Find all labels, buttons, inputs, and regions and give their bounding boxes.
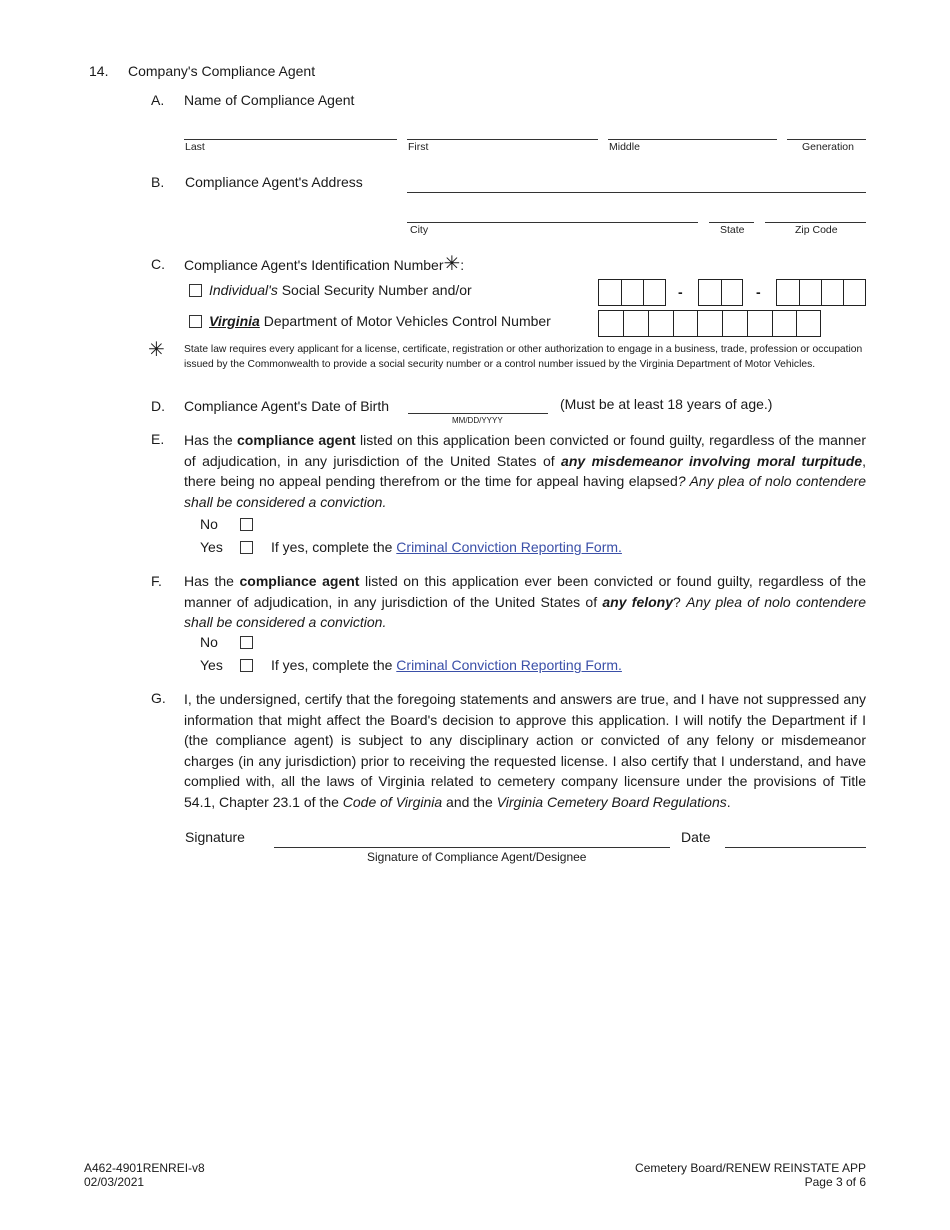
ssn-note: State law requires every applicant for a license, certificate, registration or other authorization to engage in a business, trade, profession or occupation issued by the Commonwealth to provide a social security number or a control number issued by the Virginia Department of Motor Vehicles. (184, 344, 863, 370)
item-g-letter: G. (151, 690, 166, 706)
first-name-field[interactable] (407, 139, 598, 140)
item-a-letter: A. (151, 92, 165, 108)
dmv-checkbox[interactable] (189, 315, 202, 328)
ssn-box-group-1[interactable] (598, 279, 666, 306)
ssn-dash-1: - (678, 284, 683, 300)
item-c-colon: : (460, 257, 465, 273)
dmv-label-text: Department of Motor Vehicles Control Number (263, 313, 551, 329)
state-label: State (720, 224, 745, 236)
e-yes-text: If yes, complete the Criminal Conviction Reporting Form. (271, 539, 622, 555)
item-c-letter: C. (151, 256, 165, 272)
middle-name-field[interactable] (608, 139, 777, 140)
signature-label: Signature (185, 829, 245, 845)
page-number: Page 3 of 6 (804, 1175, 866, 1189)
dmv-label (209, 313, 551, 329)
date-field[interactable] (725, 847, 866, 848)
f-yes-checkbox[interactable] (240, 659, 253, 672)
dmv-bold: Virginia (209, 313, 260, 329)
ssn-box-group-2[interactable] (698, 279, 743, 306)
signature-field[interactable] (274, 847, 670, 848)
dob-note: (Must be at least 18 years of age.) (560, 396, 773, 412)
e-yes-label: Yes (200, 539, 223, 555)
section-number: 14. (89, 63, 109, 79)
first-label: First (408, 141, 429, 153)
form-id: A462-4901RENREI-v8 (84, 1161, 205, 1175)
ssn-dash-2: - (756, 284, 761, 300)
f-no-label: No (200, 634, 218, 650)
last-name-field[interactable] (184, 139, 397, 140)
item-f-question: Has the compliance agent listed on this application ever been convicted or found guilty, regardless of the manner of adjudication, in any jurisdiction of the United States of any felony? Any plea of nolo contendere shall be considered a conviction. (184, 573, 867, 630)
item-f-letter: F. (151, 573, 162, 589)
ssn-italic: Individual's (209, 282, 278, 298)
e-conviction-form-link[interactable]: Criminal Conviction Reporting Form. (396, 539, 622, 555)
item-a-label: Name of Compliance Agent (184, 92, 355, 108)
form-date: 02/03/2021 (84, 1175, 145, 1189)
ssn-label (209, 282, 428, 298)
f-conviction-form-link[interactable]: Criminal Conviction Reporting Form. (396, 657, 622, 673)
item-b-label: Compliance Agent's Address (185, 174, 363, 190)
signature-sublabel: Signature of Compliance Agent/Designee (367, 850, 587, 864)
note-asterisk-icon: ✳ (148, 339, 165, 361)
board-name: Cemetery Board/RENEW REINSTATE APP (635, 1161, 866, 1175)
address-field[interactable] (407, 192, 866, 193)
ssn-box-group-3[interactable] (776, 279, 866, 306)
generation-label: Generation (802, 141, 854, 153)
city-label: City (410, 224, 429, 236)
dob-field[interactable] (408, 413, 548, 414)
e-no-checkbox[interactable] (240, 518, 253, 531)
generation-field[interactable] (787, 139, 866, 140)
zip-label: Zip Code (795, 224, 838, 236)
section-title: Company's Compliance Agent (128, 63, 316, 79)
zip-field[interactable] (765, 222, 866, 223)
item-e-question: Has the compliance agent listed on this application been convicted or found guilty, regardless of the manner of adjudication, in any jurisdiction of the United States of any misdemeanor involving moral turpitude, there being no appeal pending therefrom or the time for appeal having elapsed? Any plea of nolo contendere shall be considered a conviction. (184, 432, 866, 510)
e-no-label: No (200, 516, 218, 532)
middle-label: Middle (609, 141, 640, 153)
item-c-label: Compliance Agent's Identification Number (184, 257, 444, 273)
item-d-label: Compliance Agent's Date of Birth (184, 398, 390, 414)
and-or-label: and/or (432, 282, 472, 298)
dmv-box-group[interactable] (598, 310, 821, 337)
item-g-certification: I, the undersigned, certify that the foregoing statements and answers are true, and I have not suppressed any information that might affect the Board's decision to approve this application. I will notify the Department if I (the compliance agent) is subject to any disciplinary action or convicted of any felony or misdemeanor charges (in any jurisdiction) prior to receiving the requested license. I also certify that I understand, and have complied with, all the laws of Virginia related to cemetery company licensure under the provisions of Title 54.1, Chapter 23.1 of the Code of Virginia and the Virginia Cemetery Board Regulations. (184, 691, 866, 810)
date-label: Date (681, 829, 711, 845)
item-e-letter: E. (151, 431, 165, 447)
dob-format: MM/DD/YYYY (452, 416, 503, 425)
ssn-checkbox[interactable] (189, 284, 202, 297)
asterisk-icon: ✳ (443, 253, 461, 275)
f-no-checkbox[interactable] (240, 636, 253, 649)
item-b-letter: B. (151, 174, 165, 190)
footer-right (635, 1161, 866, 1189)
ssn-label-text: Social Security Number (281, 282, 428, 298)
city-field[interactable] (407, 222, 698, 223)
f-yes-label: Yes (200, 657, 223, 673)
last-label: Last (185, 141, 205, 153)
footer-left (84, 1161, 205, 1189)
e-yes-checkbox[interactable] (240, 541, 253, 554)
item-c-label-wrap (184, 253, 465, 275)
f-yes-text: If yes, complete the Criminal Conviction Reporting Form. (271, 657, 622, 673)
item-d-letter: D. (151, 398, 165, 414)
state-field[interactable] (709, 222, 754, 223)
